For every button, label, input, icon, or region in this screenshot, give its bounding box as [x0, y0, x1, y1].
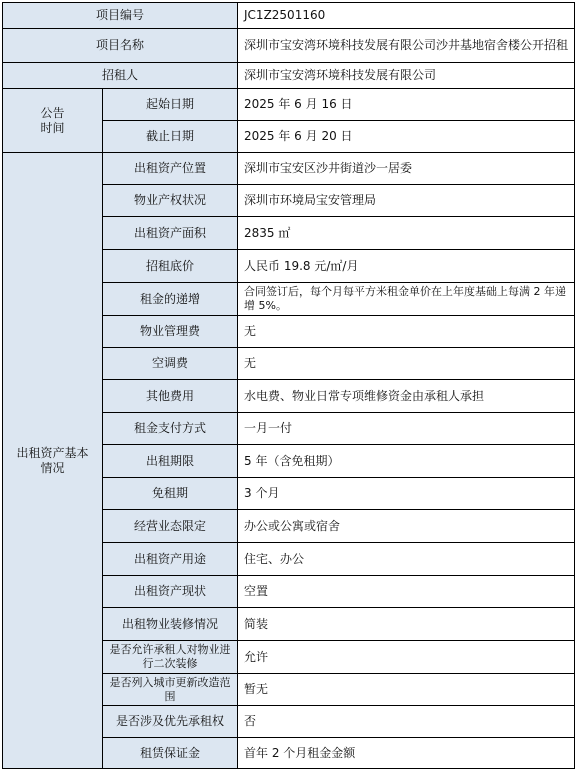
reserve-price-label: 招租底价: [103, 250, 238, 283]
project-number-value: JC1Z2501160: [238, 3, 575, 29]
end-date-value: 2025 年 6 月 20 日: [238, 121, 575, 153]
table-row: [3, 63, 575, 89]
table-row: [3, 3, 575, 29]
asset-area-label: 出租资产面积: [103, 217, 238, 250]
end-date-label: 截止日期: [103, 121, 238, 153]
start-date-label: 起始日期: [103, 89, 238, 121]
rent-increase-value: 合同签订后，每个月每平方米租金单价在上年度基础上每满 2 年递增 5%。: [238, 283, 575, 316]
property-ownership-value: 深圳市环境局宝安管理局: [238, 185, 575, 217]
start-date-value: 2025 年 6 月 16 日: [238, 89, 575, 121]
lease-term-label: 出租期限: [103, 445, 238, 478]
reserve-price-value: 人民币 19.8 元/㎡/月: [238, 250, 575, 283]
asset-usage-label: 出租资产用途: [103, 543, 238, 576]
deposit-label: 租赁保证金: [103, 738, 238, 769]
business-type-label: 经营业态限定: [103, 510, 238, 543]
table-row: [3, 153, 575, 185]
other-fees-value: 水电费、物业日常专项维修资金由承租人承担: [238, 380, 575, 413]
announcement-group-text: 公告 时间: [40, 105, 65, 135]
asset-usage-value: 住宅、办公: [238, 543, 575, 576]
rental-info-table-wrapper: [2, 2, 574, 775]
announcement-group-label: [3, 89, 103, 153]
decoration-label: 出租物业装修情况: [103, 608, 238, 641]
table-row: [3, 29, 575, 63]
deposit-value: 首年 2 个月租金金额: [238, 738, 575, 769]
ac-fee-label: 空调费: [103, 348, 238, 380]
asset-status-label: 出租资产现状: [103, 576, 238, 608]
property-ownership-label: 物业产权状况: [103, 185, 238, 217]
asset-group-label: [3, 153, 103, 769]
priority-lease-label: 是否涉及优先承租权: [103, 706, 238, 738]
urban-renewal-value: 暂无: [238, 674, 575, 706]
priority-lease-value: 否: [238, 706, 575, 738]
business-type-value: 办公或公寓或宿舍: [238, 510, 575, 543]
rental-info-table: [2, 2, 575, 769]
lease-term-value: 5 年（含免租期）: [238, 445, 575, 478]
other-fees-label: 其他费用: [103, 380, 238, 413]
property-fee-value: 无: [238, 316, 575, 348]
asset-location-value: 深圳市宝安区沙井街道沙一居委: [238, 153, 575, 185]
property-fee-label: 物业管理费: [103, 316, 238, 348]
secondary-decoration-label: 是否允许承租人对物业进行二次装修: [103, 641, 238, 674]
table-row: [3, 89, 575, 121]
lessor-label: 招租人: [3, 63, 238, 89]
asset-group-text: 出租资产基本 情况: [16, 445, 89, 475]
rent-free-value: 3 个月: [238, 478, 575, 510]
asset-status-value: 空置: [238, 576, 575, 608]
project-name-label: 项目名称: [3, 29, 238, 63]
ac-fee-value: 无: [238, 348, 575, 380]
project-number-label: 项目编号: [3, 3, 238, 29]
asset-location-label: 出租资产位置: [103, 153, 238, 185]
urban-renewal-label: 是否列入城市更新改造范围: [103, 674, 238, 706]
project-name-value: 深圳市宝安湾环境科技发展有限公司沙井基地宿舍楼公开招租: [238, 29, 575, 63]
asset-area-value: 2835 ㎡: [238, 217, 575, 250]
lessor-value: 深圳市宝安湾环境科技发展有限公司: [238, 63, 575, 89]
rent-free-label: 免租期: [103, 478, 238, 510]
payment-method-value: 一月一付: [238, 413, 575, 445]
secondary-decoration-value: 允许: [238, 641, 575, 674]
payment-method-label: 租金支付方式: [103, 413, 238, 445]
rent-increase-label: 租金的递增: [103, 283, 238, 316]
decoration-value: 简装: [238, 608, 575, 641]
